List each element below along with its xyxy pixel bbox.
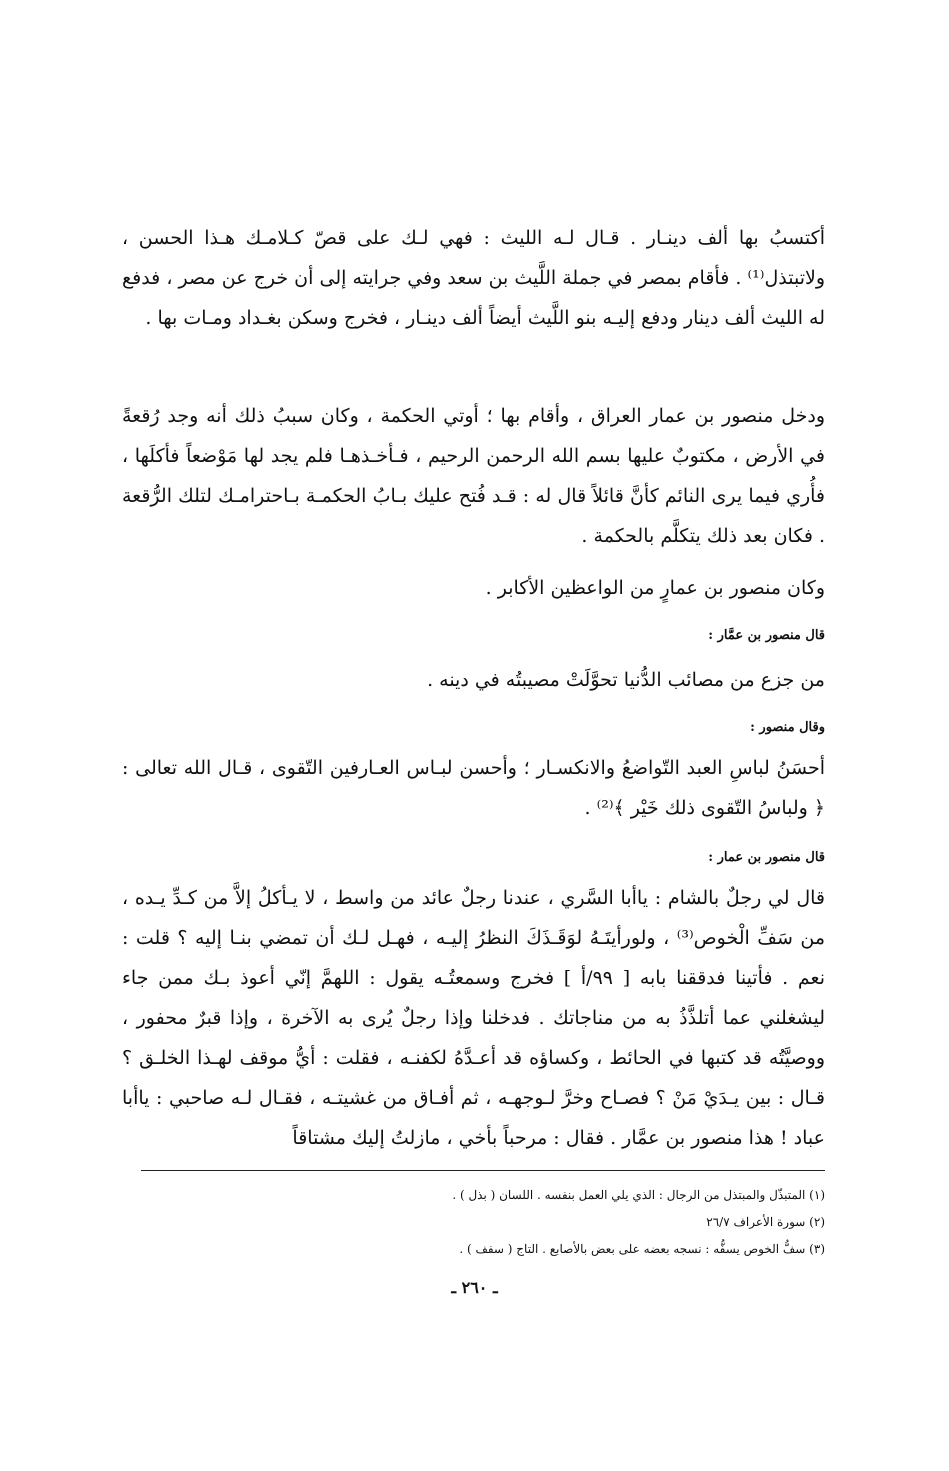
footnote-3: (٣) سفُّ الخوص يسفُّه : نسجه بعضه على بعض بالأصابع . التاج ( سفف ) . bbox=[459, 1242, 825, 1256]
paragraph-great-preachers: وكان منصور بن عمارٍ من الواعظين الأكابر . bbox=[485, 577, 825, 599]
footnote-1: (١) المتبذّل والمبتذل من الرجال : الذي يلي العمل بنفسه . اللسان ( بذل ) . bbox=[452, 1188, 825, 1202]
paragraph-laith-gift: أكتسبُ بها ألف دينـار . قـال لـه الليث : فهي لـك على قصّ كـلامـك هـذا الحسن ، ولاتبتذل⁽¹⁾ . فأقام بمصر في جملة اللَّيث بن سعد وفي جرايته إلى أن خرج عن مصر ، فدفع له الليث ألف دينار ودفع إليـه بنو اللَّيث أيضاً ألف دينـار ، فخرج وسكن بغـداد ومـات بها . bbox=[122, 227, 825, 329]
footnote-divider bbox=[141, 1170, 825, 1171]
footnotes-section bbox=[300, 1182, 825, 1263]
story-paragraph: قال لي رجلٌ بالشام : ياأبا السَّري ، عندنا رجلٌ عائد من واسط ، لا يـأكلُ إلاَّ من كـدِّ يـده ، من سَفِّ الْخوص⁽³⁾ ، ولورأيتَـهُ لوَقَـذَكَ النظرُ إليـه ، فهـل لـك أن تمضي بنـا إليه ؟ قلت : نعم . فأتينا فدققنا بابه [ ٩٩/أ ] فخرج وسمعتُـه يقول : اللهمَّ إنّي أعوذ بـك ممن جاء ليشغلني عما أتلذَّذُ به من مناجاتك . فدخلنا وإذا رجلٌ يُرى به الآخرة ، وإذا قبرٌ محفور ، ووصيَّتُه قد كتبها في الحائط ، وكساؤه قد أعـدَّهُ لكفنـه ، فقلت : أيُّ موقف لهـذا الخلـق ؟ قـال : بين يـدَيْ مَنْ ؟ فصـاح وخرَّ لـوجهـه ، ثم أفـاق من غشيتـه ، فقـال لـه صاحبي : ياأبا عباد ! هذا منصور بن عمَّار . فقال : مرحباً بأخي ، مازلتُ إليك مشتاقاً bbox=[122, 887, 825, 1149]
saying-heading-3: قال منصور بن عمار : bbox=[708, 850, 825, 865]
saying-heading-1: قال منصور بن عمَّار : bbox=[708, 628, 825, 643]
saying-text-1: من جزع من مصائب الدُّنيا تحوَّلَتْ مصيبتُه في دينه . bbox=[427, 669, 825, 691]
saying-text-2: أحسَنُ لباسِ العبد التّواضعُ والانكسـار ؛ وأحسن لبـاس العـارفين التّقوى ، قـال الله تعالى : ﴿ ولباسُ التّقوى ذلك خَيْر ﴾⁽²⁾ . bbox=[122, 757, 825, 819]
saying-heading-2: وقال منصور : bbox=[750, 720, 825, 735]
footnote-2: (٢) سورة الأعراف ٢٦/٧ bbox=[706, 1215, 825, 1229]
page-number: ـ ٢٦٠ ـ bbox=[451, 1278, 498, 1297]
paragraph-wisdom-origin: ودخل منصور بن عمار العراق ، وأقام بها ؛ أوتي الحكمة ، وكان سببُ ذلك أنه وجد رُقعةً في الأرض ، مكتوبٌ عليها بسم الله الرحمن الرحيم ، فـأخـذهـا فلم يجد لها مَوْضعاً فأكلَها ، فأُري فيما يرى النائم كأنَّ قائلاً قال له : قـد فُتح عليك بـابُ الحكمـة بـاحترامـك لتلك الرُّقعة . فكان بعد ذلك يتكلَّم بالحكمة . bbox=[122, 405, 825, 547]
